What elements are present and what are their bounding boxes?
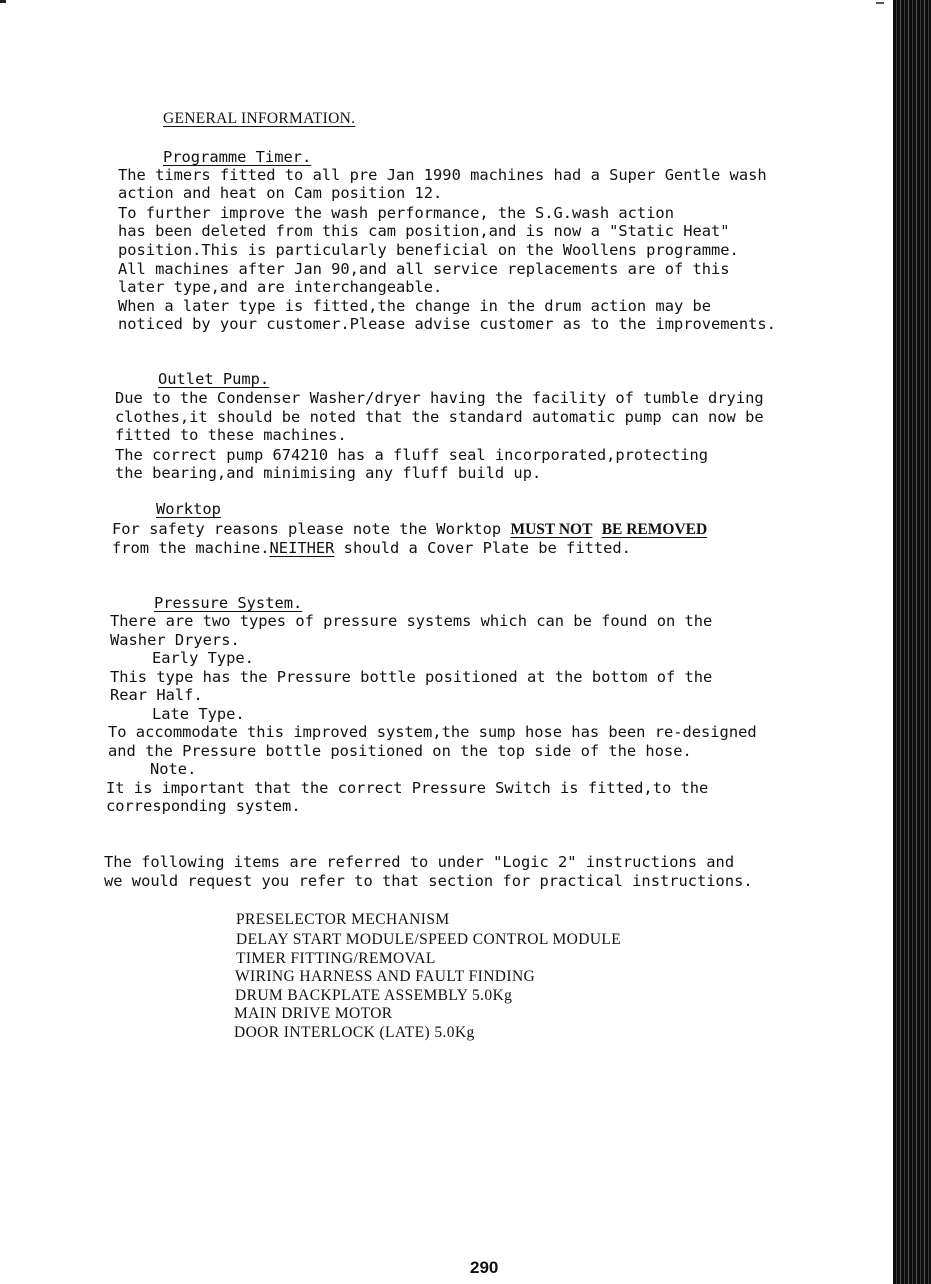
list-item: PRESELECTOR MECHANISM	[236, 911, 450, 928]
list-item: WIRING HARNESS AND FAULT FINDING	[235, 968, 536, 985]
subheading-note: Note.	[150, 760, 197, 778]
text-line: clothes,it should be noted that the standard automatic pump can now be	[115, 408, 764, 426]
text-line: There are two types of pressure systems which can be found on the	[110, 612, 713, 630]
text-run: from the machine.	[112, 539, 270, 557]
scan-binding-edge	[893, 0, 931, 1284]
subheading-late-type: Late Type.	[152, 705, 245, 723]
text-line: When a later type is fitted,the change in the drum action may be	[118, 297, 712, 315]
emphasis-be-removed: BE REMOVED	[601, 521, 708, 538]
subheading-early-type: Early Type.	[152, 649, 254, 667]
list-item: TIMER FITTING/REMOVAL	[236, 950, 436, 967]
list-item: MAIN DRIVE MOTOR	[234, 1005, 393, 1022]
text-run: For safety reasons please note the Worktop	[112, 520, 511, 538]
text-line: has been deleted from this cam position,and is now a "Static Heat"	[118, 222, 730, 240]
text-line: To accommodate this improved system,the sump hose has been re-designed	[108, 723, 757, 741]
text-run	[592, 520, 601, 538]
text-line: action and heat on Cam position 12.	[118, 184, 443, 202]
text-line: This type has the Pressure bottle positioned at the bottom of the	[110, 668, 713, 686]
text-line: To further improve the wash performance, the S.G.wash action	[118, 204, 674, 222]
text-line: noticed by your customer.Please advise customer as to the improvements.	[118, 315, 776, 333]
section-heading-worktop: Worktop	[156, 500, 221, 518]
list-item: DOOR INTERLOCK (LATE) 5.0Kg	[234, 1024, 475, 1041]
page-title: GENERAL INFORMATION.	[163, 110, 356, 127]
text-line: position.This is particularly beneficial on the Woollens programme.	[118, 241, 739, 259]
text-line: Due to the Condenser Washer/dryer having the facility of tumble drying	[115, 389, 764, 407]
section-heading-pressure: Pressure System.	[154, 594, 303, 612]
text-line: later type,and are interchangeable.	[118, 278, 443, 296]
text-line: Rear Half.	[110, 686, 203, 704]
emphasis-must-not: MUST NOT	[510, 521, 593, 538]
text-line: The correct pump 674210 has a fluff seal incorporated,protecting	[115, 446, 709, 464]
worktop-line-1	[112, 520, 707, 539]
text-line: It is important that the correct Pressure Switch is fitted,to the	[106, 779, 709, 797]
text-line: and the Pressure bottle positioned on the top side of the hose.	[108, 742, 692, 760]
text-run: should a Cover Plate be fitted.	[334, 539, 631, 557]
text-line: fitted to these machines.	[115, 426, 347, 444]
emphasis-neither: NEITHER	[269, 539, 335, 557]
page-number: 290	[470, 1258, 499, 1277]
text-line: the bearing,and minimising any fluff build up.	[115, 464, 542, 482]
text-line: The timers fitted to all pre Jan 1990 machines had a Super Gentle wash	[118, 166, 767, 184]
scan-mark	[0, 0, 6, 3]
section-heading-pump: Outlet Pump.	[158, 370, 270, 388]
text-line: corresponding system.	[106, 797, 301, 815]
text-line: we would request you refer to that section for practical instructions.	[104, 872, 753, 890]
worktop-line-2	[112, 539, 631, 557]
list-item: DELAY START MODULE/SPEED CONTROL MODULE	[236, 931, 622, 948]
scan-mark	[876, 2, 884, 4]
text-line: Washer Dryers.	[110, 631, 240, 649]
text-line: The following items are referred to under "Logic 2" instructions and	[104, 853, 735, 871]
text-line: All machines after Jan 90,and all service replacements are of this	[118, 260, 730, 278]
section-heading-timer: Programme Timer.	[163, 148, 312, 166]
list-item: DRUM BACKPLATE ASSEMBLY 5.0Kg	[235, 987, 513, 1004]
